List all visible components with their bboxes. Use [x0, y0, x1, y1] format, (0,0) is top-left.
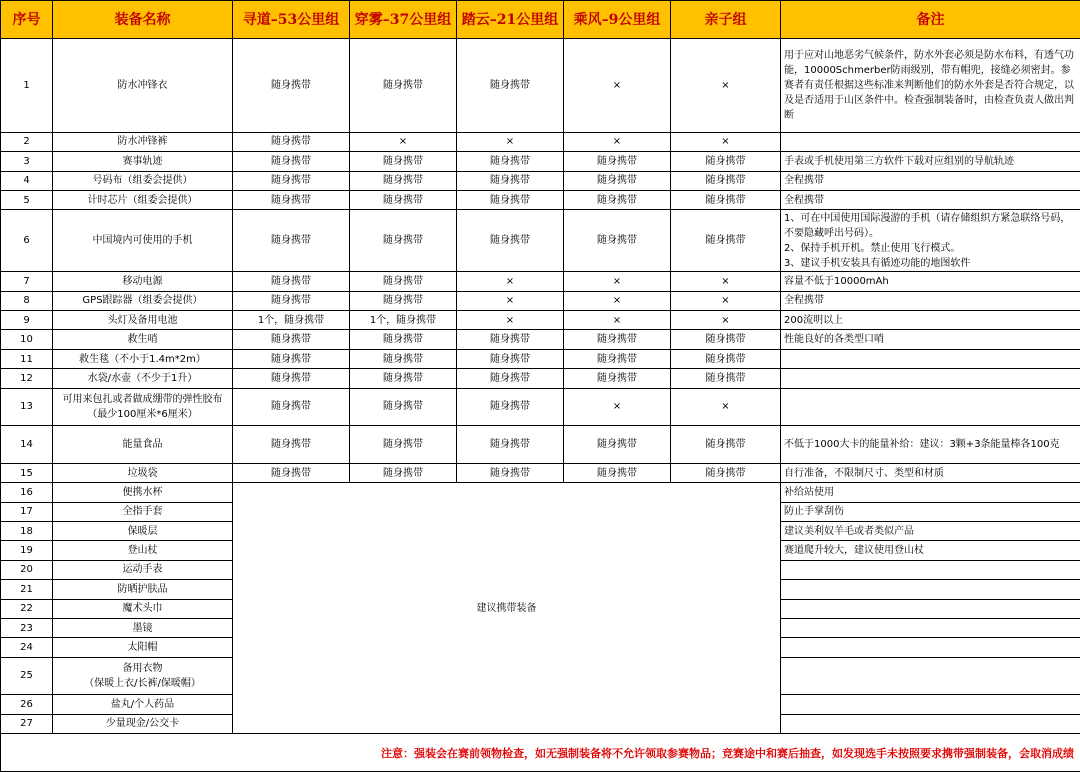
suggested-equipment-label: 建议携带装备	[233, 483, 781, 734]
requirement-cell: 随身携带	[564, 152, 671, 171]
requirement-cell: ×	[350, 132, 457, 151]
equipment-name: 防晒护肤品	[53, 580, 233, 599]
note-cell	[781, 618, 1080, 637]
row-number: 15	[1, 464, 53, 483]
requirement-cell: 随身携带	[233, 39, 350, 133]
row-number: 13	[1, 388, 53, 426]
note-cell	[781, 132, 1080, 151]
requirement-cell: ×	[671, 388, 781, 426]
requirement-cell: ×	[671, 291, 781, 310]
equipment-name: 救生哨	[53, 330, 233, 349]
equipment-name: 防水冲锋裤	[53, 132, 233, 151]
note-cell: 自行准备，不限制尺寸、类型和材质	[781, 464, 1080, 483]
requirement-cell: ×	[671, 311, 781, 330]
equipment-name: 盐丸/个人药品	[53, 695, 233, 714]
requirement-cell: 随身携带	[564, 426, 671, 464]
header-cell: 装备名称	[53, 1, 233, 39]
header-cell: 亲子组	[671, 1, 781, 39]
row-number: 17	[1, 502, 53, 521]
requirement-cell: 随身携带	[233, 132, 350, 151]
note-cell: 容量不低于10000mAh	[781, 272, 1080, 291]
requirement-cell: 随身携带	[671, 464, 781, 483]
requirement-cell: ×	[457, 132, 564, 151]
requirement-cell: 随身携带	[233, 190, 350, 209]
row-number: 27	[1, 714, 53, 733]
requirement-cell: 随身携带	[350, 464, 457, 483]
requirement-cell: 随身携带	[350, 330, 457, 349]
requirement-cell: 随身携带	[350, 291, 457, 310]
row-number: 10	[1, 330, 53, 349]
note-cell	[781, 388, 1080, 426]
requirement-cell: 1个，随身携带	[233, 311, 350, 330]
row-number: 21	[1, 580, 53, 599]
row-number: 7	[1, 272, 53, 291]
note-cell	[781, 599, 1080, 618]
requirement-cell: 随身携带	[564, 210, 671, 272]
header-cell: 穿雾–37公里组	[350, 1, 457, 39]
note-cell	[781, 369, 1080, 388]
note-cell: 全程携带	[781, 190, 1080, 209]
equipment-name: 头灯及备用电池	[53, 311, 233, 330]
requirement-cell: 随身携带	[457, 388, 564, 426]
requirement-cell: 随身携带	[564, 171, 671, 190]
row-number: 14	[1, 426, 53, 464]
requirement-cell: 随身携带	[233, 388, 350, 426]
note-cell: 200流明以上	[781, 311, 1080, 330]
requirement-cell: ×	[671, 39, 781, 133]
requirement-cell: 随身携带	[457, 330, 564, 349]
table-row	[1, 272, 1080, 291]
requirement-cell: 随身携带	[350, 388, 457, 426]
row-number: 11	[1, 349, 53, 368]
requirement-cell: 随身携带	[233, 272, 350, 291]
requirement-cell: 随身携带	[671, 171, 781, 190]
footer-notice: 注意：强装会在赛前领物检查，如无强制装备将不允许领取参赛物品；竞赛途中和赛后抽查，如发现选手未按照要求携带强制装备，会取消成绩	[1, 734, 1080, 772]
requirement-cell: ×	[564, 132, 671, 151]
requirement-cell: ×	[564, 272, 671, 291]
row-number: 2	[1, 132, 53, 151]
requirement-cell: 随身携带	[671, 152, 781, 171]
header-cell: 备注	[781, 1, 1080, 39]
row-number: 6	[1, 210, 53, 272]
requirement-cell: 随身携带	[671, 426, 781, 464]
footer-row	[1, 734, 1080, 772]
equipment-name: 号码布（组委会提供）	[53, 171, 233, 190]
note-cell	[781, 580, 1080, 599]
note-cell: 1、可在中国使用国际漫游的手机（请存储组织方紧急联络号码，不要隐藏呼出号码）。 2、保持手机开机。禁止使用飞行模式。 3、建议手机安装具有循迹功能的地图软件	[781, 210, 1080, 272]
row-number: 26	[1, 695, 53, 714]
header-cell: 踏云–21公里组	[457, 1, 564, 39]
requirement-cell: ×	[457, 291, 564, 310]
note-cell: 补给站使用	[781, 483, 1080, 502]
row-number: 20	[1, 560, 53, 579]
requirement-cell: 随身携带	[350, 349, 457, 368]
equipment-name: 魔术头巾	[53, 599, 233, 618]
requirement-cell: 1个，随身携带	[350, 311, 457, 330]
equipment-name: GPS跟踪器（组委会提供）	[53, 291, 233, 310]
row-number: 3	[1, 152, 53, 171]
header-row	[1, 1, 1080, 39]
row-number: 16	[1, 483, 53, 502]
requirement-cell: 随身携带	[233, 152, 350, 171]
row-number: 5	[1, 190, 53, 209]
equipment-name: 移动电源	[53, 272, 233, 291]
equipment-name: 备用衣物 （保暖上衣/长裤/保暖帽）	[53, 657, 233, 695]
requirement-cell: 随身携带	[457, 369, 564, 388]
equipment-name: 可用来包扎或者做成绷带的弹性胶布（最少100厘米*6厘米）	[53, 388, 233, 426]
requirement-cell: 随身携带	[233, 330, 350, 349]
table-row	[1, 426, 1080, 464]
requirement-cell: 随身携带	[564, 464, 671, 483]
requirement-cell: 随身携带	[457, 464, 564, 483]
table-row	[1, 291, 1080, 310]
requirement-cell: 随身携带	[564, 190, 671, 209]
requirement-cell: 随身携带	[457, 39, 564, 133]
table-row	[1, 464, 1080, 483]
note-cell: 性能良好的各类型口哨	[781, 330, 1080, 349]
equipment-name: 水袋/水壶（不少于1升）	[53, 369, 233, 388]
requirement-cell: ×	[564, 291, 671, 310]
table-row	[1, 369, 1080, 388]
requirement-cell: 随身携带	[233, 349, 350, 368]
row-number: 12	[1, 369, 53, 388]
requirement-cell: ×	[564, 388, 671, 426]
requirement-cell: 随身携带	[233, 291, 350, 310]
requirement-cell: 随身携带	[671, 210, 781, 272]
requirement-cell: 随身携带	[457, 171, 564, 190]
requirement-cell: 随身携带	[671, 190, 781, 209]
table-row	[1, 171, 1080, 190]
row-number: 8	[1, 291, 53, 310]
note-cell: 全程携带	[781, 171, 1080, 190]
table-row	[1, 152, 1080, 171]
requirement-cell: 随身携带	[457, 152, 564, 171]
table-row	[1, 210, 1080, 272]
requirement-cell: ×	[671, 272, 781, 291]
requirement-cell: 随身携带	[671, 349, 781, 368]
table-row	[1, 388, 1080, 426]
requirement-cell: 随身携带	[457, 426, 564, 464]
equipment-name: 保暖层	[53, 522, 233, 541]
requirement-cell: 随身携带	[350, 152, 457, 171]
equipment-name: 计时芯片（组委会提供）	[53, 190, 233, 209]
requirement-cell: ×	[457, 311, 564, 330]
table-row	[1, 39, 1080, 133]
table-row	[1, 311, 1080, 330]
note-cell: 赛道爬升较大，建议使用登山杖	[781, 541, 1080, 560]
table-row	[1, 349, 1080, 368]
equipment-name: 救生毯（不小于1.4m*2m）	[53, 349, 233, 368]
row-number: 9	[1, 311, 53, 330]
equipment-name: 登山杖	[53, 541, 233, 560]
requirement-cell: 随身携带	[350, 272, 457, 291]
requirement-cell: 随身携带	[350, 210, 457, 272]
note-cell: 防止手掌刮伤	[781, 502, 1080, 521]
header-cell: 序号	[1, 1, 53, 39]
equipment-name: 中国境内可使用的手机	[53, 210, 233, 272]
note-cell: 用于应对山地恶劣气候条件，防水外套必须是防水布料，有透气功能，10000Schmerber防雨级别，带有帽兜，接缝必须密封。参赛者有责任根据这些标准来判断他们的防水外套是否符合规定，以及是否适用于山区条件中。检查强制装备时，由检查负责人做出判断	[781, 39, 1080, 133]
table-row	[1, 190, 1080, 209]
requirement-cell: 随身携带	[233, 171, 350, 190]
equipment-name: 垃圾袋	[53, 464, 233, 483]
requirement-cell: ×	[564, 39, 671, 133]
row-number: 1	[1, 39, 53, 133]
requirement-cell: ×	[564, 311, 671, 330]
requirement-cell: 随身携带	[350, 190, 457, 209]
equipment-name: 全指手套	[53, 502, 233, 521]
equipment-name: 太阳帽	[53, 638, 233, 657]
requirement-cell: 随身携带	[564, 349, 671, 368]
table-row	[1, 483, 1080, 502]
row-number: 24	[1, 638, 53, 657]
equipment-name: 墨镜	[53, 618, 233, 637]
requirement-cell: 随身携带	[457, 190, 564, 209]
header-cell: 寻道–53公里组	[233, 1, 350, 39]
requirement-cell: 随身携带	[564, 369, 671, 388]
requirement-cell: 随身携带	[671, 330, 781, 349]
requirement-cell: 随身携带	[233, 426, 350, 464]
equipment-name: 便携水杯	[53, 483, 233, 502]
requirement-cell: 随身携带	[564, 330, 671, 349]
row-number: 4	[1, 171, 53, 190]
equipment-name: 防水冲锋衣	[53, 39, 233, 133]
row-number: 19	[1, 541, 53, 560]
header-cell: 乘风–9公里组	[564, 1, 671, 39]
note-cell	[781, 560, 1080, 579]
row-number: 25	[1, 657, 53, 695]
note-cell	[781, 695, 1080, 714]
note-cell	[781, 349, 1080, 368]
equipment-name: 少量现金/公交卡	[53, 714, 233, 733]
requirement-cell: 随身携带	[233, 464, 350, 483]
requirement-cell: 随身携带	[671, 369, 781, 388]
note-cell: 不低于1000大卡的能量补给：建议：3颗+3条能量棒各100克	[781, 426, 1080, 464]
requirement-cell: 随身携带	[457, 349, 564, 368]
table-row	[1, 330, 1080, 349]
note-cell	[781, 714, 1080, 733]
row-number: 23	[1, 618, 53, 637]
requirement-cell: 随身携带	[233, 369, 350, 388]
requirement-cell: 随身携带	[457, 210, 564, 272]
requirement-cell: 随身携带	[233, 210, 350, 272]
requirement-cell: ×	[457, 272, 564, 291]
note-cell: 建议美利奴羊毛或者类似产品	[781, 522, 1080, 541]
note-cell: 手表或手机使用第三方软件下载对应组别的导航轨迹	[781, 152, 1080, 171]
row-number: 18	[1, 522, 53, 541]
requirement-cell: 随身携带	[350, 171, 457, 190]
equipment-name: 运动手表	[53, 560, 233, 579]
equipment-name: 赛事轨迹	[53, 152, 233, 171]
equipment-name: 能量食品	[53, 426, 233, 464]
requirement-cell: 随身携带	[350, 39, 457, 133]
note-cell: 全程携带	[781, 291, 1080, 310]
requirement-cell: 随身携带	[350, 426, 457, 464]
requirement-cell: 随身携带	[350, 369, 457, 388]
table-row	[1, 132, 1080, 151]
row-number: 22	[1, 599, 53, 618]
note-cell	[781, 657, 1080, 695]
note-cell	[781, 638, 1080, 657]
requirement-cell: ×	[671, 132, 781, 151]
